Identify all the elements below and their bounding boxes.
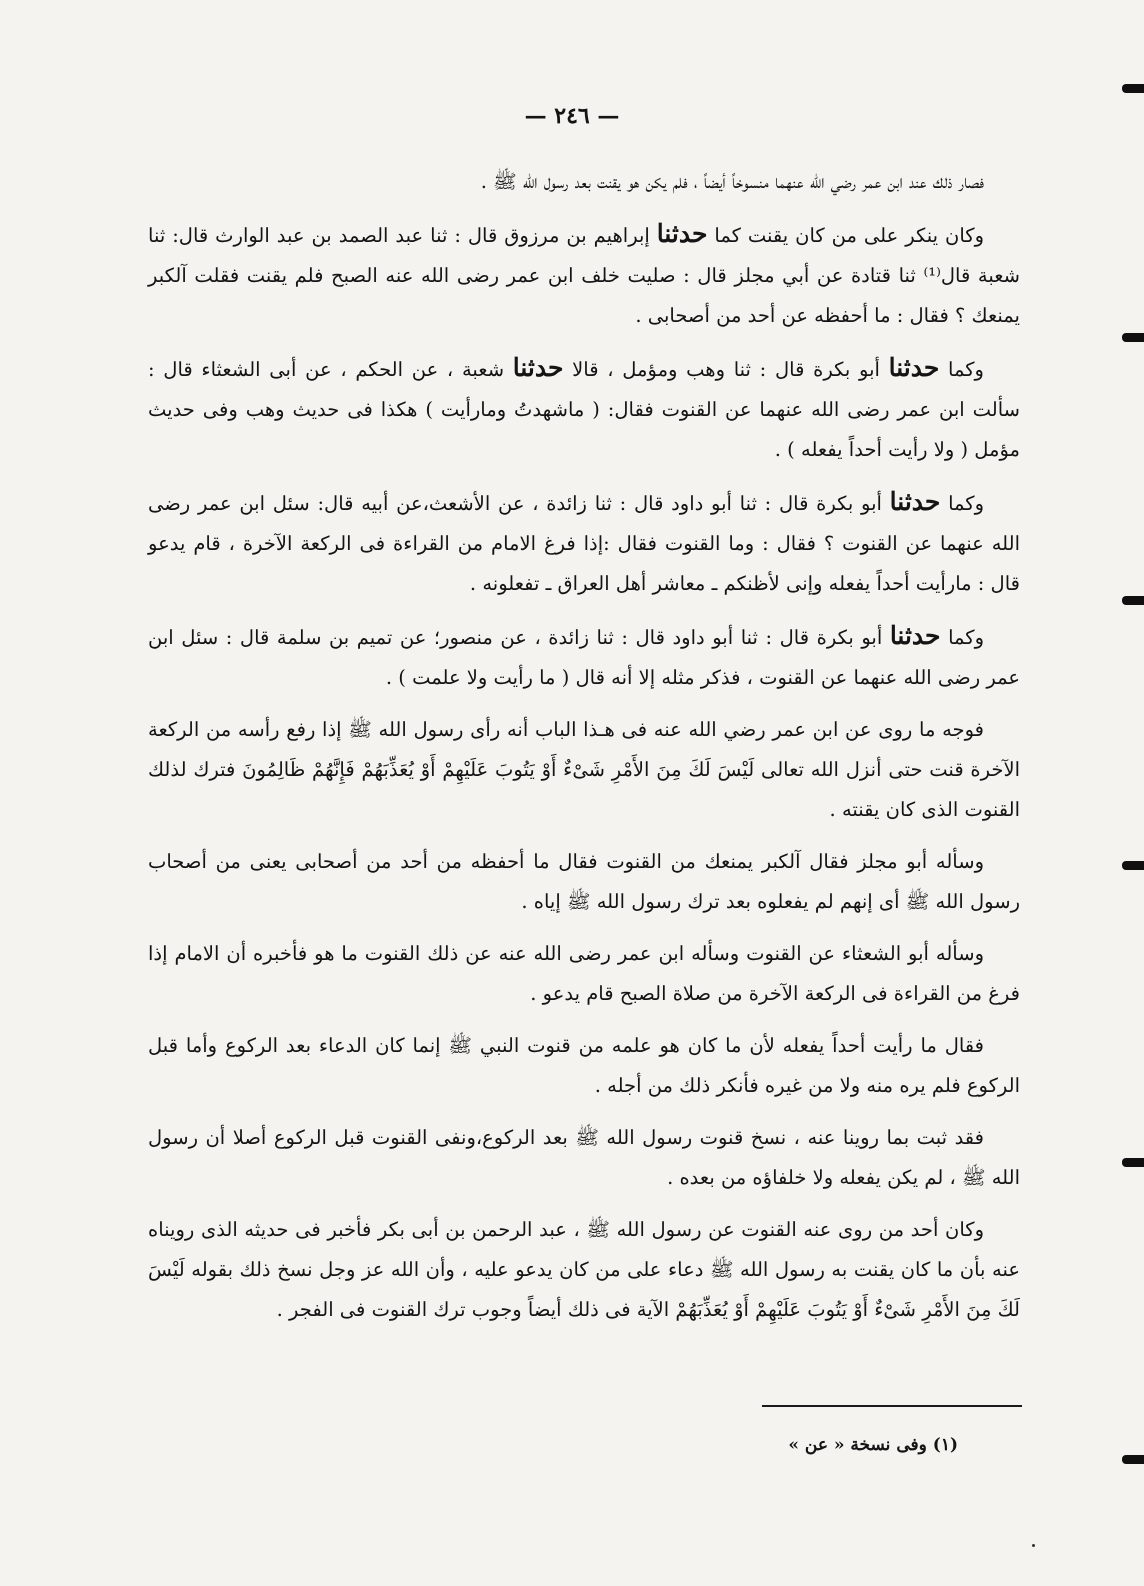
text-segment: فوجه ما روى عن ابن عمر رضي الله عنه فى هـذا الباب أنه رأى رسول الله ﷺ إذا رفع رأسه من الركعة الآخرة قنت حتى أنزل الله تعالى لَيْسَ لَكَ مِنَ الأَمْرِ شَىْءٌ أَوْ يَتُوبَ عَلَيْهِمْ أَوْ يُعَذِّبَهُمْ فَإِنَّهُمْ ظَالِمُونَ فترك لذلك القنوت الذى كان يقنته . [148, 718, 1020, 821]
paragraph [148, 616, 1020, 698]
hadathana-word: حدثنا [889, 487, 941, 516]
scan-edge-mark [1122, 596, 1144, 605]
hadathana-word: حدثنا [512, 353, 564, 382]
text-segment: شعبة ، عن الحكم ، عن أبى الشعثاء قال : سألت ابن عمر رضى الله عنهما عن القنوت فقال: ( ماشهدتُ ومارأيت ) هكذا فى حديث وهب وفى حديث مؤمل ( ولا رأيت أحداً يفعله ) . [148, 358, 1020, 461]
footnote-separator [762, 1405, 1022, 1407]
paragraph [148, 214, 1020, 336]
paragraph [148, 348, 1020, 470]
paragraph [148, 1118, 1020, 1198]
text-segment: فصار ذلك عند ابن عمر رضي الله عنهما منسوخاً أيضاً ، فلم يكن هو يقنت بعد رسول الله ﷺ . [480, 170, 984, 193]
text-segment: وكما [939, 358, 984, 381]
scan-edge-mark [1122, 861, 1144, 870]
text-segment: وكان أحد من روى عنه القنوت عن رسول الله ﷺ ، عبد الرحمن بن أبى بكر فأخبر فى حديثه الذى رويناه عنه بأن ما كان يقنت به رسول الله ﷺ دعاء على من كان يدعو عليه ، وأن الله عز وجل نسخ ذلك بقوله لَيْسَ لَكَ مِنَ الأَمْرِ شَىْءٌ أَوْ يَتُوبَ عَلَيْهِمْ أَوْ يُعَذِّبَهُمْ الآية فى ذلك أيضاً وجوب ترك القنوت فى الفجر . [148, 1218, 1020, 1321]
text-segment: أبو بكرة قال : ثنا أبو داود قال : ثنا زائدة ، عن منصور؛ عن تميم بن سلمة قال : سئل ابن عمر رضى الله عنهما عن القنوت ، فذكر مثله إلا أنه قال ( ما رأيت ولا علمت ) . [148, 626, 1020, 689]
paragraph [148, 842, 1020, 922]
scan-edge-mark [1122, 1158, 1144, 1167]
page-number: — ٢٤٦ — [524, 103, 620, 129]
main-text [148, 162, 1020, 1342]
scan-edge-mark [1122, 1455, 1144, 1464]
hadathana-word: حدثنا [656, 219, 708, 248]
hadathana-word: حدثنا [888, 353, 940, 382]
text-segment: وكان ينكر على من كان يقنت كما [707, 224, 984, 247]
paragraph [148, 162, 1020, 202]
text-segment: وكما [940, 626, 984, 649]
text-segment: وسأله أبو مجلز فقال آلكبر يمنعك من القنوت فقال ما أحفظه من أحد من أصحابى يعنى من أصحاب رسول الله ﷺ أى إنهم لم يفعلوه بعد ترك رسول الله ﷺ إياه . [148, 850, 1020, 913]
text-segment: فقد ثبت بما روينا عنه ، نسخ قنوت رسول الله ﷺ بعد الركوع،ونفى القنوت قبل الركوع أصلا أن رسول الله ﷺ ، لم يكن يفعله ولا خلفاؤه من بعده . [148, 1126, 1020, 1189]
text-segment: إبراهيم بن مرزوق قال : ثنا عبد الصمد بن عبد الوارث قال: ثنا شعبة قال⁽¹⁾ ثنا قتادة عن أبي مجلز قال : صليت خلف ابن عمر رضى الله عنه الصبح فلم يقنت فقلت آلكبر يمنعك ؟ فقال : ما أحفظه عن أحد من أصحابى . [148, 224, 1020, 327]
scan-edge-mark [1122, 333, 1144, 342]
text-segment: أبو بكرة قال : ثنا وهب ومؤمل ، قالا [563, 358, 889, 381]
paragraph [148, 1026, 1020, 1106]
paragraph [148, 1210, 1020, 1330]
scan-edge-mark [1122, 84, 1144, 93]
text-segment: فقال ما رأيت أحداً يفعله لأن ما كان هو علمه من قنوت النبي ﷺ إنما كان الدعاء بعد الركوع وأما قبل الركوع فلم يره منه ولا من غيره فأنكر ذلك من أجله . [148, 1034, 1020, 1097]
text-segment: وكما [940, 492, 984, 515]
hadathana-word: حدثنا [889, 621, 941, 650]
footnote: (١) وفى نسخة « عن » [788, 1435, 958, 1455]
text-segment: وسأله أبو الشعثاء عن القنوت وسأله ابن عمر رضى الله عنه عن ذلك القنوت ما هو فأخبره أن الامام إذا فرغ من القراءة فى الركعة الآخرة من صلاة الصبح قام يدعو . [148, 942, 1020, 1005]
text-segment: أبو بكرة قال : ثنا أبو داود قال : ثنا زائدة ، عن الأشعث،عن أبيه قال: سئل ابن عمر رضى الله عنهما عن القنوت ؟ فقال : وما القنوت فقال :إذا فرغ الامام من القراءة فى الركعة الآخرة ، قام يدعو قال : مارأيت أحداً يفعله وإنى لأظنكم ـ معاشر أهل العراق ـ تفعلونه . [148, 492, 1020, 595]
paragraph [148, 482, 1020, 604]
paragraph [148, 710, 1020, 830]
scan-speck [1032, 1544, 1035, 1547]
paragraph [148, 934, 1020, 1014]
